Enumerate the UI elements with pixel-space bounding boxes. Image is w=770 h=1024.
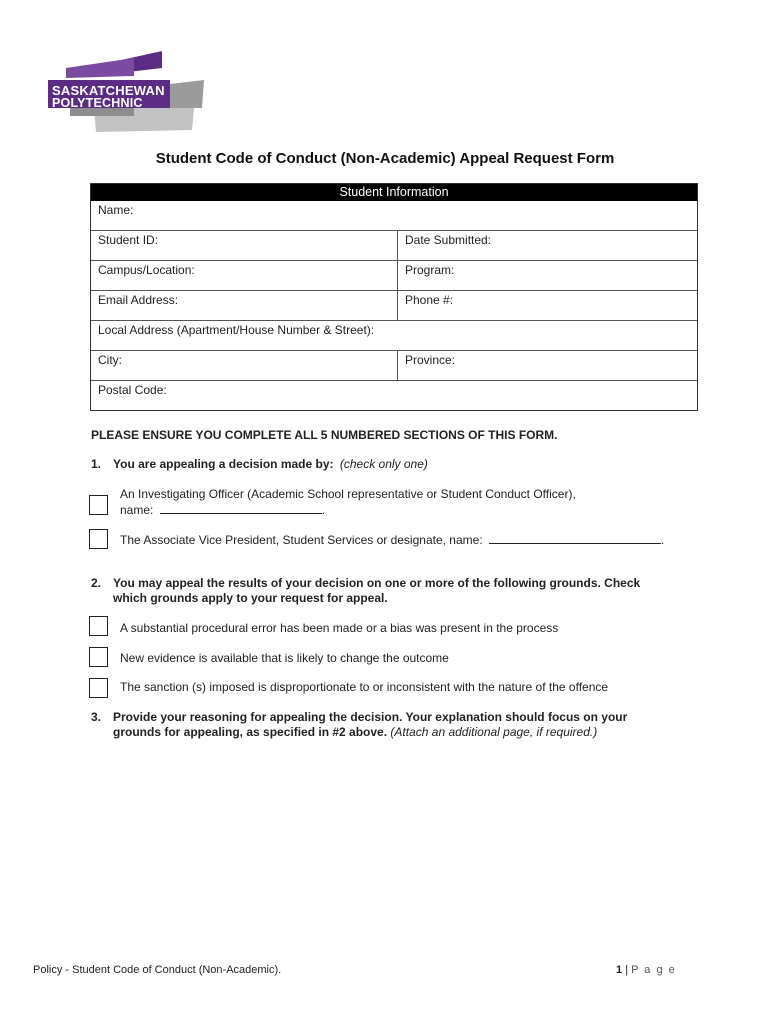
section1-heading-line (113, 457, 428, 471)
disproportionate-sanction-checkbox[interactable] (89, 678, 108, 698)
form-title: Student Code of Conduct (Non-Academic) Appeal Request Form (155, 150, 615, 167)
new-evidence-checkbox[interactable] (89, 647, 108, 667)
section2-heading-line2: which grounds apply to your request for appeal. (113, 591, 388, 605)
city-province-row (91, 350, 697, 380)
option1-name-label: name: (120, 503, 154, 517)
student-information-table (90, 183, 698, 411)
section3-note: (Attach an additional page, if required.) (390, 725, 598, 739)
section3-heading-line1: Provide your reasoning for appealing the decision. Your explanation should focus on your (113, 710, 628, 724)
section3-heading-line2 (113, 725, 597, 739)
page-number: 1 (616, 964, 623, 976)
id-date-row (91, 230, 697, 260)
page-label: P a g e (631, 964, 677, 976)
program-field[interactable]: Program: (405, 263, 455, 277)
logo-line2: POLYTECHNIC (52, 96, 143, 110)
ground2-text: New evidence is available that is likely to change the outcome (120, 651, 449, 665)
campus-program-row (91, 260, 697, 290)
section1-heading: You are appealing a decision made by: (113, 457, 334, 471)
email-phone-row (91, 290, 697, 320)
name-field[interactable]: Name: (98, 203, 134, 217)
option1-line2 (120, 502, 325, 517)
option2-period: . (661, 533, 665, 547)
footer-policy-text: Policy - Student Code of Conduct (Non-Academic). (33, 964, 282, 976)
section3-heading-text: grounds for appealing, as specified in #2 above. (113, 725, 388, 739)
section2-heading-line1: You may appeal the results of your decision on one or more of the following grounds. Check (113, 576, 641, 590)
option2-line (120, 532, 664, 547)
section2-number: 2. (91, 576, 102, 590)
date-submitted-field[interactable]: Date Submitted: (405, 233, 492, 247)
city-field[interactable]: City: (91, 351, 398, 380)
local-address-row (91, 320, 697, 350)
local-address-field[interactable]: Local Address (Apartment/House Number & Street): (98, 323, 375, 337)
name-row (91, 201, 697, 230)
option2-text: The Associate Vice President, Student Services or designate, name: (120, 533, 483, 547)
section1-number: 1. (91, 457, 102, 471)
postal-code-row (91, 380, 697, 410)
email-address-field[interactable]: Email Address: (91, 291, 398, 320)
section1-note: (check only one) (339, 457, 428, 471)
procedural-error-checkbox[interactable] (89, 616, 108, 636)
option1-period: . (321, 503, 326, 517)
associate-vp-checkbox[interactable] (89, 529, 108, 549)
logo-wordmark (52, 84, 165, 110)
province-field[interactable]: Province: (405, 353, 456, 367)
student-information-header: Student Information (91, 184, 697, 201)
ground1-text: A substantial procedural error has been made or a bias was present in the process (120, 621, 559, 635)
logo-line1: SASKATCHEWAN (52, 83, 165, 98)
designate-name-line[interactable] (489, 532, 661, 544)
postal-code-field[interactable]: Postal Code: (98, 383, 167, 397)
page-separator: | (625, 964, 629, 976)
officer-name-line[interactable] (160, 502, 322, 514)
section3-number: 3. (91, 710, 102, 724)
student-id-field[interactable]: Student ID: (91, 231, 398, 260)
ground3-text: The sanction (s) imposed is disproportionate to or inconsistent with the nature of the offence (120, 680, 609, 694)
instruction-text: PLEASE ENSURE YOU COMPLETE ALL 5 NUMBERED SECTIONS OF THIS FORM. (91, 428, 558, 442)
option1-line1: An Investigating Officer (Academic School representative or Student Conduct Officer), (120, 487, 576, 501)
phone-field[interactable]: Phone #: (405, 293, 454, 307)
campus-location-field[interactable]: Campus/Location: (91, 261, 398, 290)
footer-page-indicator (616, 964, 676, 976)
investigating-officer-checkbox[interactable] (89, 495, 108, 515)
